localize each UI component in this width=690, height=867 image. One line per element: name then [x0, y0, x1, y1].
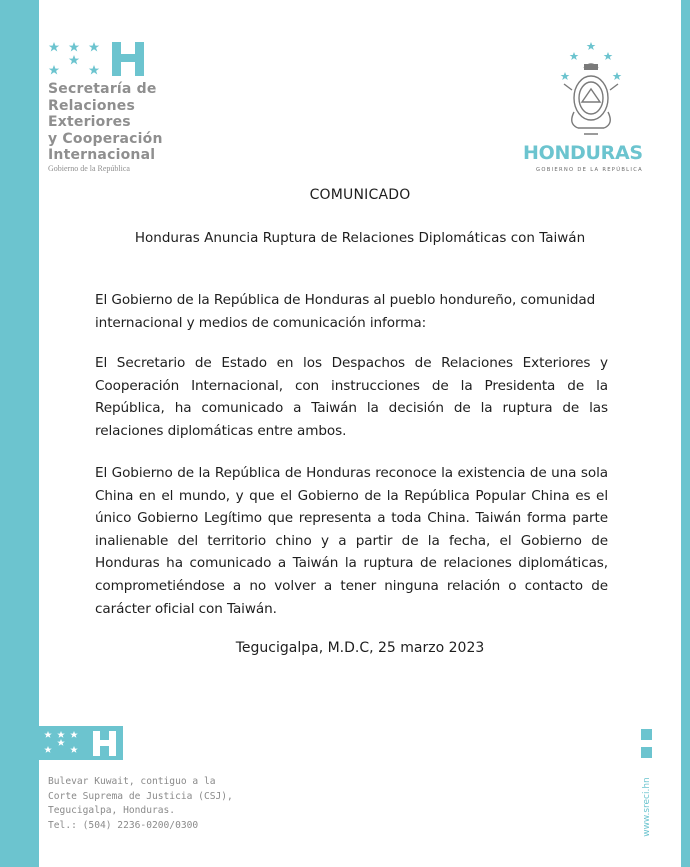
footer-url[interactable]	[642, 776, 654, 842]
honduras-subtitle: GOBIERNO DE LA REPÚBLICA	[536, 167, 643, 173]
address-line: Tegucigalpa, Honduras.	[48, 805, 176, 816]
ministry-name-line: Internacional	[48, 147, 156, 163]
ministry-name-line: Relaciones	[48, 97, 136, 114]
ministry-logo	[48, 41, 188, 181]
footer-address	[48, 775, 233, 833]
footer-badge	[39, 726, 123, 760]
stars-icon	[48, 41, 108, 79]
ministry-name-line: y Cooperación	[48, 130, 163, 147]
ministry-name-line: Exteriores	[48, 114, 131, 130]
document-label: COMUNICADO	[309, 187, 411, 203]
left-accent-stripe	[0, 0, 39, 867]
address-line: Bulevar Kuwait, contiguo a la	[48, 776, 216, 787]
honduras-wordmark: HONDURAS	[523, 142, 643, 164]
dateline: Tegucigalpa, M.D.C, 25 marzo 2023	[235, 640, 485, 656]
right-accent-stripe	[681, 0, 690, 867]
paragraph: El Secretario de Estado en los Despachos de Relaciones Exteriores y Cooperación Internacional, con instrucciones de la Presidenta de la República, ha comunicado a Taiwán la decisión de la ruptura de las relaciones diplomáticas entre ambos.	[95, 355, 608, 439]
coat-of-arms-icon	[560, 42, 622, 138]
address-line: Corte Suprema de Justicia (CSJ),	[48, 790, 233, 802]
document-headline: Honduras Anuncia Ruptura de Relaciones Diplomáticas con Taiwán	[134, 230, 586, 246]
ministry-subtitle: Gobierno de la República	[48, 164, 130, 173]
honduras-logo	[520, 42, 660, 174]
square-icon	[641, 747, 652, 758]
website-link[interactable]: www.sreci.hn	[642, 777, 652, 837]
stars-h-icon	[39, 726, 123, 760]
ministry-name-line: Secretaría de	[48, 81, 157, 97]
square-icon	[641, 729, 652, 740]
h-monogram-icon	[110, 41, 146, 77]
footer-squares	[641, 729, 653, 759]
paragraph: El Gobierno de la República de Honduras al pueblo hondureño, comunidad internacional y medios de comunicación informa:	[95, 292, 596, 331]
ministry-name	[48, 81, 163, 164]
address-line: Tel.: (504) 2236-0200/0300	[48, 819, 199, 831]
paragraph: El Gobierno de la República de Honduras reconoce la existencia de una sola China en el mundo, y que el Gobierno de la República Popular China es el único Gobierno Legítimo que representa a toda China. Taiwán forma parte inalienable del territorio chino y a partir de la fecha, el Gobierno de Honduras ha comunicado a Taiwán la ruptura de relaciones diplomáticas, comprometiéndose a no volver a tener ninguna relación o contacto de carácter oficial con Taiwán.	[95, 465, 608, 617]
